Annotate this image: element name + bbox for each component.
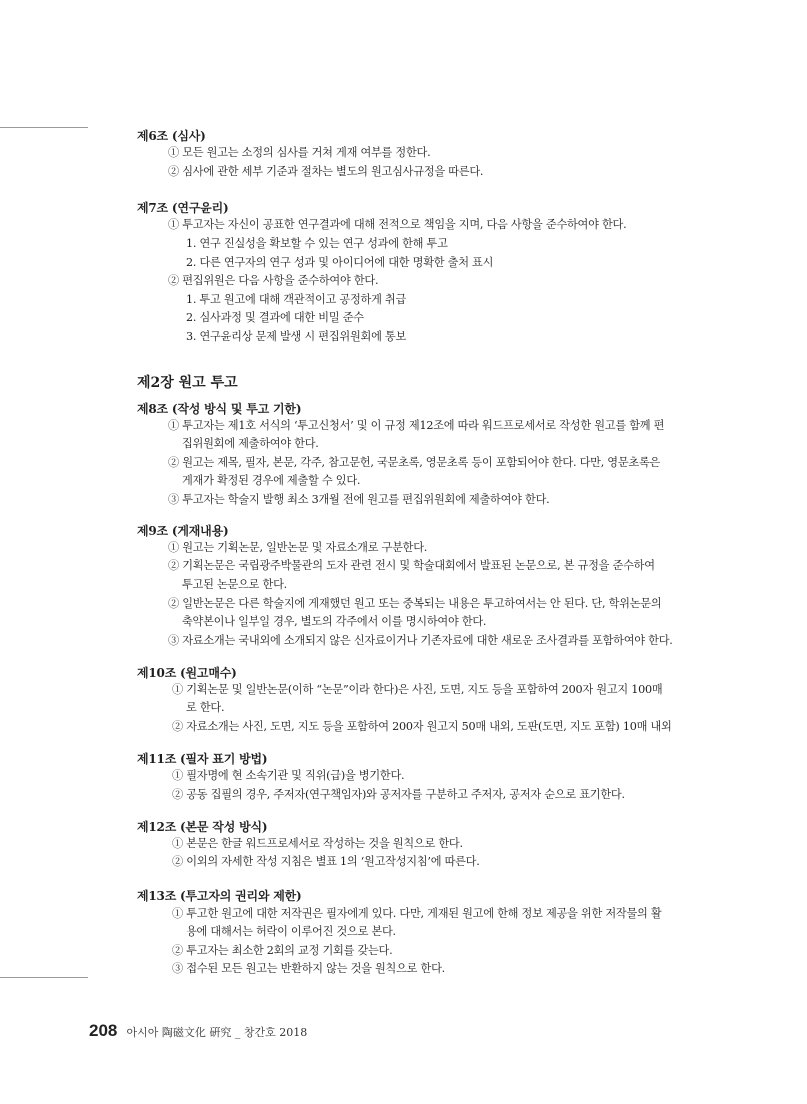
article-8-title: 제8조 (작성 방식 및 투고 기한) (137, 402, 302, 416)
article-11-clause-1: ① 필자명에 현 소속기관 및 직위(급)을 병기한다. (172, 769, 405, 782)
article-8-clause-2: ② 원고는 제목, 필자, 본문, 각주, 참고문헌, 국문초록, 영문초록 등이 포함되어야 한다. 다만, 영문초록은 (168, 456, 661, 469)
article-13-clause-1: ① 투고한 원고에 대한 저작권은 필자에게 있다. 다만, 게재된 원고에 한해 정보 제공을 위한 저작물의 활 (172, 907, 662, 920)
article-13-clause-2: ② 투고자는 최소한 2회의 교정 기회를 갖는다. (172, 944, 393, 957)
article-9-clause-4: ③ 자료소개는 국내외에 소개되지 않은 신자료이거나 기존자료에 대한 새로운 조사결과를 포함하여야 한다. (168, 634, 673, 647)
article-8-clause-3: ③ 투고자는 학술지 발행 최소 3개월 전에 원고를 편집위원회에 제출하여야 한다. (168, 493, 550, 506)
article-9-clause-1: ① 원고는 기획논문, 일반논문 및 자료소개로 구분한다. (168, 541, 428, 554)
article-6-clause-1: ① 모든 원고는 소정의 심사를 거쳐 게재 여부를 정한다. (168, 146, 431, 159)
article-12-clause-2: ② 이외의 자세한 작성 지침은 별표 1의 ‘원고작성지침’에 따른다. (172, 855, 480, 868)
article-9-title: 제9조 (게재내용) (137, 524, 229, 538)
article-9-clause-3-cont: 축약본이나 일부일 경우, 별도의 각주에서 이를 명시하여야 한다. (182, 615, 487, 628)
article-9-clause-3: ② 일반논문은 다른 학술지에 게재했던 원고 또는 중복되는 내용은 투고하여서는 안 된다. 단, 학위논문의 (168, 597, 662, 610)
article-9-clause-2-cont: 투고된 논문으로 한다. (182, 578, 287, 591)
article-7-clause-1: ① 투고자는 자신이 공표한 연구결과에 대해 전적으로 책임을 지며, 다음 사항을 준수하여야 한다. (168, 218, 627, 231)
article-7-clause-2: ② 편집위원은 다음 사항을 준수하여야 한다. (168, 274, 379, 287)
article-10-clause-1-cont: 로 한다. (186, 701, 225, 714)
article-8-clause-2-cont: 게재가 확정된 경우에 제출할 수 있다. (182, 474, 361, 487)
article-7-item: 3. 연구윤리상 문제 발생 시 편집위원회에 통보 (186, 330, 407, 343)
article-13-title: 제13조 (투고자의 권리와 제한) (137, 889, 302, 903)
article-11-clause-2: ② 공동 집필의 경우, 주저자(연구책임자)와 공저자를 구분하고 주저자, 공저자 순으로 표기한다. (172, 788, 625, 801)
article-7-item: 1. 투고 원고에 대해 객관적이고 공정하게 취급 (186, 293, 407, 306)
article-9-clause-2: ② 기획논문은 국립광주박물관의 도자 관련 전시 및 학술대회에서 발표된 논문으로, 본 규정을 준수하여 (168, 559, 655, 572)
article-10-title: 제10조 (원고매수) (137, 666, 237, 680)
article-13-clause-3: ③ 접수된 모든 원고는 반환하지 않는 것을 원칙으로 한다. (172, 962, 445, 975)
article-13-clause-1-cont: 용에 대해서는 허락이 이루어진 것으로 본다. (186, 925, 396, 938)
page-footer (89, 1021, 307, 1041)
article-7-title: 제7조 (연구윤리) (137, 201, 229, 215)
page-number: 208 (89, 1021, 118, 1040)
article-10-clause-2: ② 자료소개는 사진, 도면, 지도 등을 포함하여 200자 원고지 50매 내외, 도판(도면, 지도 포함) 10매 내외 (172, 720, 672, 733)
article-10-clause-1: ① 기획논문 및 일반논문(이하 “논문”이라 한다)은 사진, 도면, 지도 등을 포함하여 200자 원고지 100매 (172, 683, 663, 696)
article-7-item: 2. 심사과정 및 결과에 대한 비밀 준수 (186, 311, 364, 324)
article-7-item: 1. 연구 진실성을 확보할 수 있는 연구 성과에 한해 투고 (186, 237, 448, 250)
article-8-clause-1: ① 투고자는 제1호 서식의 ‘투고신청서’ 및 이 규정 제12조에 따라 워드프로세서로 작성한 원고를 함께 편 (168, 419, 665, 432)
journal-running-title: 아시아 陶磁文化 硏究 _ 창간호 2018 (126, 1026, 308, 1039)
article-12-clause-1: ① 본문은 한글 워드프로세서로 작성하는 것을 원칙으로 한다. (172, 837, 463, 850)
article-6-title: 제6조 (심사) (137, 129, 206, 143)
article-11-title: 제11조 (필자 표기 방법) (137, 752, 268, 766)
article-7-item: 2. 다른 연구자의 연구 성과 및 아이디어에 대한 명확한 출처 표시 (186, 256, 494, 269)
chapter-2-title: 제2장 원고 투고 (137, 375, 238, 391)
article-8-clause-1-cont: 집위원회에 제출하여야 한다. (182, 437, 319, 450)
article-6-clause-2: ② 심사에 관한 세부 기준과 절차는 별도의 원고심사규정을 따른다. (168, 165, 484, 178)
article-12-title: 제12조 (본문 작성 방식) (137, 820, 268, 834)
